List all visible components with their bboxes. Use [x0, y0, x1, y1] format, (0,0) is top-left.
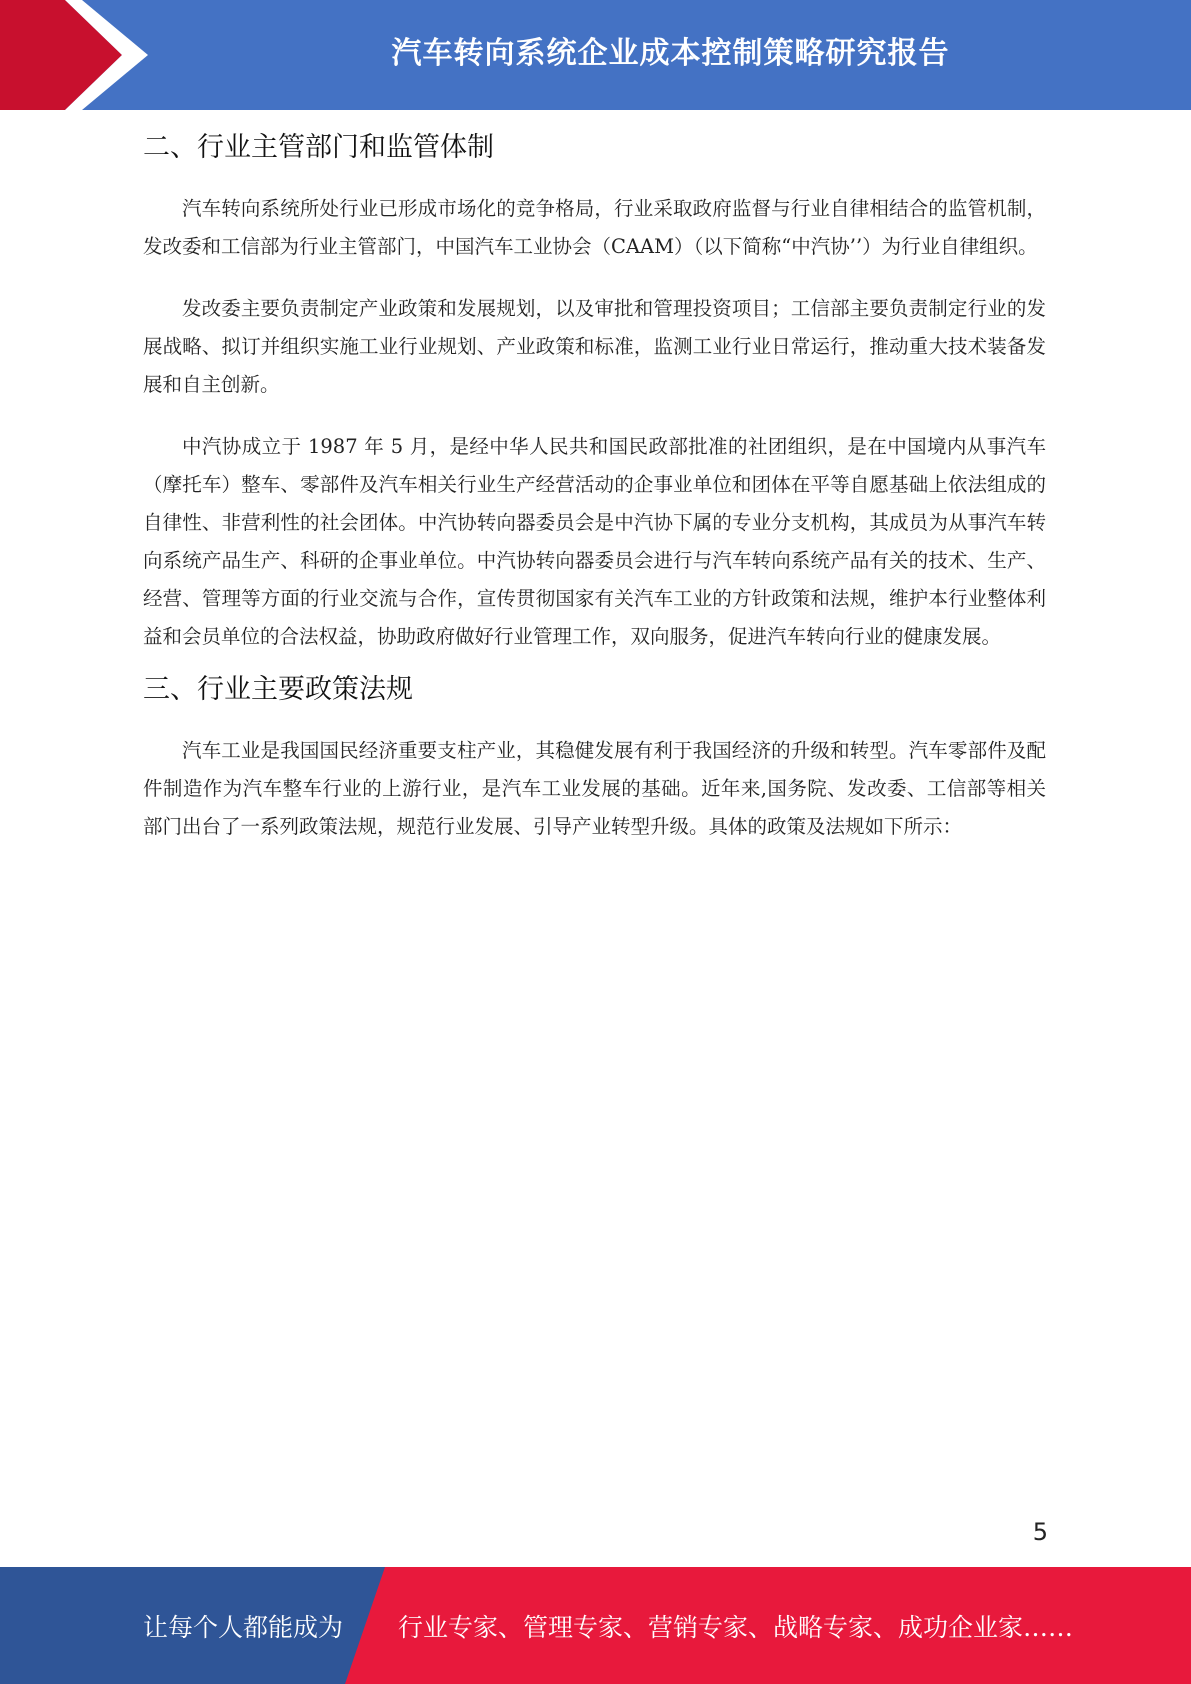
report-title: 汽车转向系统企业成本控制策略研究报告 — [391, 36, 950, 71]
footer-band — [0, 1567, 1191, 1684]
body-paragraph: 发改委主要负责制定产业政策和发展规划，以及审批和管理投资项目；工信部主要负责制定行业的发展战略、拟订并组织实施工业行业规划、产业政策和标准，监测工业行业日常运行，推动重大技术装备发展和自主创新。 — [143, 297, 1046, 396]
section-heading: 三、行业主要政策法规 — [143, 674, 413, 705]
body-paragraph: 汽车转向系统所处行业已形成市场化的竞争格局，行业采取政府监督与行业自律相结合的监管机制，发改委和工信部为行业主管部门，中国汽车工业协会（CAAM）（以下简称“中汽协’’）为行业自律组织。 — [143, 197, 1046, 258]
footer-slogan-right: 行业专家、管理专家、营销专家、战略专家、成功企业家…… — [398, 1612, 1074, 1642]
main-content — [143, 128, 1046, 846]
page-number: 5 — [1032, 1518, 1048, 1546]
header-band — [0, 0, 1191, 110]
body-paragraph: 中汽协成立于 1987 年 5 月，是经中华人民共和国民政部批准的社团组织，是在中国境内从事汽车（摩托车）整车、零部件及汽车相关行业生产经营活动的企事业单位和团体在平等自愿基础上依法组成的自律性、非营利性的社会团体。中汽协转向器委员会是中汽协下属的专业分支机构，其成员为从事汽车转向系统产品生产、科研的企事业单位。中汽协转向器委员会进行与汽车转向系统产品有关的技术、生产、经营、管理等方面的行业交流与合作，宣传贯彻国家有关汽车工业的方针政策和法规，维护本行业整体利益和会员单位的合法权益，协助政府做好行业管理工作，双向服务，促进汽车转向行业的健康发展。 — [143, 435, 1046, 648]
header-arrow-decoration — [0, 0, 160, 110]
section-heading: 二、行业主管部门和监管体制 — [143, 132, 494, 163]
footer-slogan-left: 让每个人都能成为 — [143, 1612, 344, 1642]
body-paragraph: 汽车工业是我国国民经济重要支柱产业，其稳健发展有利于我国经济的升级和转型。汽车零部件及配件制造作为汽车整车行业的上游行业，是汽车工业发展的基础。近年来,国务院、发改委、工信部等相关部门出台了一系列政策法规，规范行业发展、引导产业转型升级。具体的政策及法规如下所示： — [143, 739, 1046, 838]
